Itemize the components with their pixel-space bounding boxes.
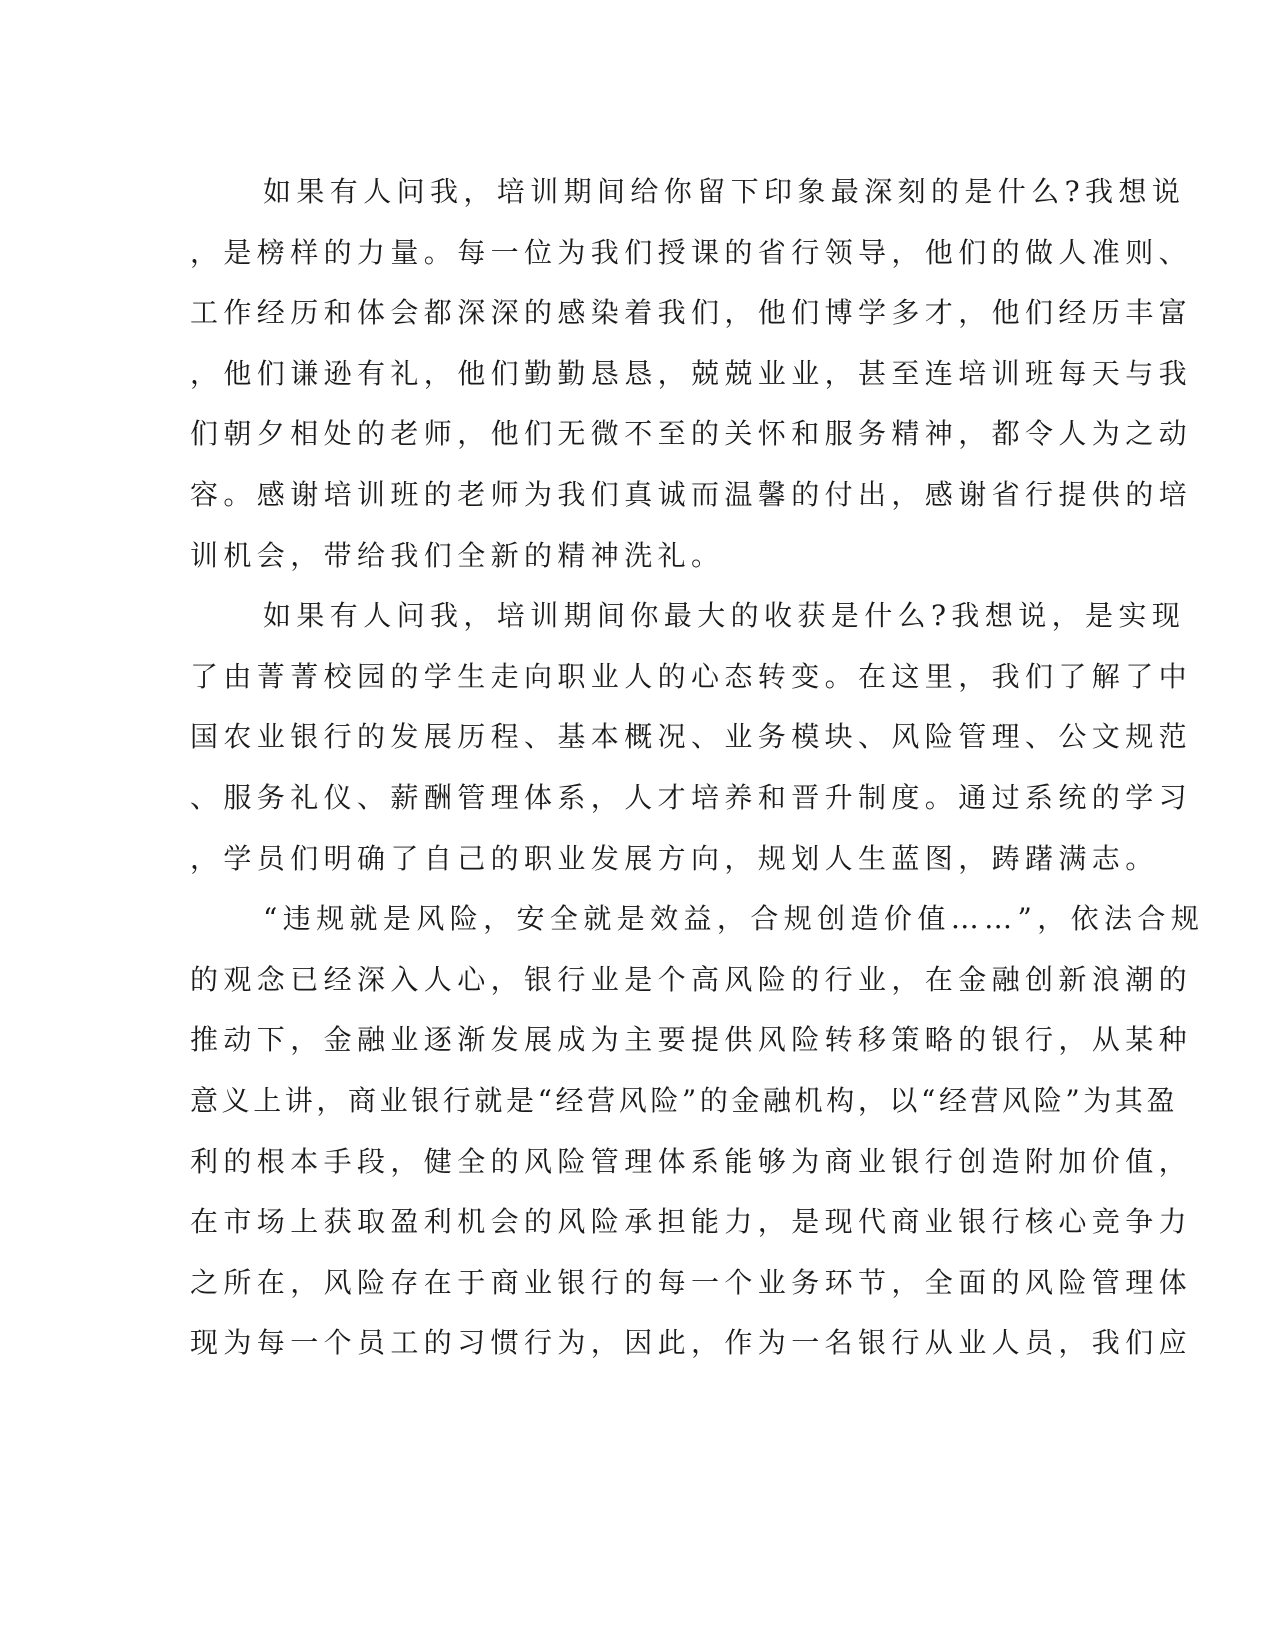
text-line: 意义上讲，商业银行就是“经营风险”的金融机构，以“经营风险”为其盈 [190,1083,1179,1117]
paragraph-3 [190,889,1205,1374]
body-text [190,162,1205,1374]
text-line: 工作经历和体会都深深的感染着我们，他们博学多才，他们经历丰富 [190,296,1193,330]
text-line: “违规就是风险，安全就是效益，合规创造价值……”，依法合规 [263,902,1205,936]
text-line: 如果有人问我，培训期间给你留下印象最深刻的是什么?我想说 [263,175,1186,208]
text-line: 训机会，带给我们全新的精神洗礼。 [190,538,725,572]
text-line: 在市场上获取盈利机会的风险承担能力，是现代商业银行核心竞争力 [190,1205,1193,1239]
text-line: ，他们谦逊有礼，他们勤勤恳恳，兢兢业业，甚至连培训班每天与我 [190,356,1193,390]
text-line: 、服务礼仪、薪酬管理体系，人才培养和晋升制度。通过系统的学习 [190,780,1193,814]
paragraph-2 [190,586,1193,889]
text-line: 如果有人问我，培训期间你最大的收获是什么?我想说，是实现 [263,599,1186,633]
text-line: 了由菁菁校园的学生走向职业人的心态转变。在这里，我们了解了中 [190,659,1193,693]
text-line: 们朝夕相处的老师，他们无微不至的关怀和服务精神，都令人为之动 [190,417,1193,451]
text-line: 国农业银行的发展历程、基本概况、业务模块、风险管理、公文规范 [190,720,1193,754]
text-line: 的观念已经深入人心，银行业是个高风险的行业，在金融创新浪潮的 [190,962,1193,996]
paragraph-1 [190,162,1193,586]
text-line: 现为每一个员工的习惯行为，因此，作为一名银行从业人员，我们应 [190,1326,1193,1360]
text-line: 利的根本手段，健全的风险管理体系能够为商业银行创造附加价值， [190,1144,1193,1178]
text-line: 之所在，风险存在于商业银行的每一个业务环节，全面的风险管理体 [190,1265,1193,1299]
text-line: ，是榜样的力量。每一位为我们授课的省行领导，他们的做人准则、 [190,235,1193,269]
text-line: 推动下，金融业逐渐发展成为主要提供风险转移策略的银行，从某种 [190,1023,1193,1057]
text-line: 容。感谢培训班的老师为我们真诚而温馨的付出，感谢省行提供的培 [190,477,1193,511]
text-line: ，学员们明确了自己的职业发展方向，规划人生蓝图，踌躇满志。 [190,841,1159,875]
